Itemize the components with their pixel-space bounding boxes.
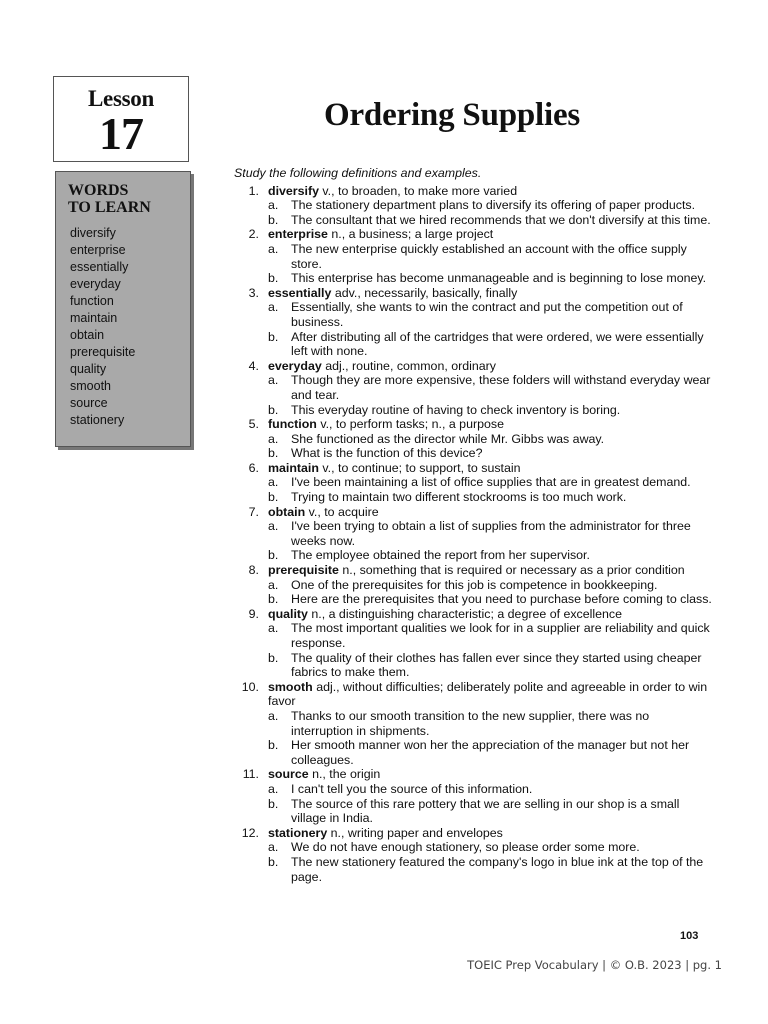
- entry-definition: adv., necessarily, basically, finally: [331, 285, 518, 300]
- example-text: After distributing all of the cartridges that were ordered, we were essentially left with none.: [291, 329, 704, 359]
- example-letter: a.: [268, 300, 279, 315]
- example-item: [268, 271, 714, 286]
- entry-definition: n., a distinguishing characteristic; a degree of excellence: [307, 606, 623, 621]
- entry-number: 7.: [248, 504, 259, 519]
- word-item: stationery: [70, 413, 125, 427]
- example-letter: a.: [268, 431, 279, 446]
- entry-term: obtain: [268, 504, 306, 519]
- entry-definition: adj., without difficulties; deliberately polite and agreeable in order to win favor: [268, 679, 708, 709]
- example-item: [268, 840, 714, 855]
- example-list: [268, 373, 714, 417]
- footer: TOEIC Prep Vocabulary | © O.B. 2023 | pg. 1: [467, 958, 722, 972]
- example-letter: a.: [268, 241, 279, 256]
- example-text: What is the function of this device?: [291, 446, 483, 461]
- example-text: I've been maintaining a list of office supplies that are in greatest demand.: [291, 475, 691, 490]
- example-item: [268, 578, 714, 593]
- example-text: The quality of their clothes has fallen ever since they started using cheaper fabrics to make them.: [291, 650, 702, 680]
- definition-entry: [234, 767, 714, 825]
- example-list: [268, 198, 714, 227]
- words-list: [70, 225, 190, 429]
- example-item: [268, 373, 714, 402]
- example-text: The consultant that we hired recommends that we don't diversify at this time.: [291, 212, 711, 227]
- entry-definition: n., writing paper and envelopes: [327, 825, 503, 840]
- word-item: diversify: [70, 226, 116, 240]
- example-list: [268, 475, 714, 504]
- entry-term: essentially: [268, 285, 332, 300]
- example-text: The most important qualities we look for in a supplier are reliability and quick response.: [291, 621, 710, 650]
- entry-definition: adj., routine, common, ordinary: [321, 358, 496, 373]
- entry-number: 2.: [248, 227, 259, 242]
- definition-entry: [234, 563, 714, 607]
- entry-definition: n., the origin: [308, 767, 381, 782]
- example-letter: a.: [268, 781, 279, 796]
- example-list: [268, 300, 714, 358]
- entry-headline: [268, 359, 714, 374]
- example-text: Her smooth manner won her the appreciation of the manager but not her colleagues.: [291, 738, 690, 767]
- entry-term: enterprise: [268, 227, 328, 242]
- words-to-learn-box: [55, 171, 191, 447]
- example-list: [268, 840, 714, 884]
- entry-headline: [268, 505, 714, 520]
- entry-term: everyday: [268, 358, 322, 373]
- example-list: [268, 621, 714, 679]
- entry-number: 6.: [248, 460, 259, 475]
- word-item: enterprise: [70, 243, 126, 257]
- example-text: Here are the prerequisites that you need to purchase before coming to class.: [291, 592, 712, 607]
- entry-number: 12.: [241, 825, 259, 840]
- definition-entry: [234, 417, 714, 461]
- example-letter: b.: [268, 402, 279, 417]
- entry-headline: [268, 227, 714, 242]
- example-letter: b.: [268, 592, 279, 607]
- definitions-section: [234, 166, 714, 884]
- example-list: [268, 709, 714, 767]
- example-item: [268, 330, 714, 359]
- example-letter: b.: [268, 329, 279, 344]
- example-item: [268, 198, 714, 213]
- word-item: quality: [70, 362, 107, 376]
- entry-headline: [268, 607, 714, 622]
- word-item: obtain: [70, 328, 105, 342]
- example-letter: b.: [268, 548, 279, 563]
- entry-number: 3.: [248, 285, 259, 300]
- definition-entry: [234, 505, 714, 563]
- entry-term: source: [268, 767, 309, 782]
- example-letter: a.: [268, 373, 279, 388]
- example-item: [268, 651, 714, 680]
- example-list: [268, 782, 714, 826]
- example-text: Trying to maintain two different stockrooms is too much work.: [291, 490, 627, 505]
- entry-number: 11.: [242, 767, 259, 782]
- example-text: We do not have enough stationery, so please order some more.: [291, 840, 640, 855]
- entry-term: prerequisite: [268, 563, 339, 578]
- example-text: The source of this rare pottery that we are selling in our shop is a small village in India.: [291, 796, 680, 826]
- example-item: [268, 782, 714, 797]
- example-item: [268, 475, 714, 490]
- example-item: [268, 490, 714, 505]
- definition-entry: [234, 184, 714, 228]
- entry-headline: [268, 286, 714, 301]
- lesson-label: Lesson: [88, 86, 154, 111]
- example-letter: b.: [268, 854, 279, 869]
- example-text: The employee obtained the report from her supervisor.: [291, 548, 590, 563]
- example-text: This enterprise has become unmanageable and is beginning to lose money.: [291, 271, 707, 286]
- example-letter: b.: [268, 446, 279, 461]
- example-letter: a.: [268, 577, 279, 592]
- example-list: [268, 242, 714, 286]
- example-item: [268, 738, 714, 767]
- entry-term: function: [268, 417, 317, 432]
- entry-term: maintain: [268, 460, 319, 475]
- example-text: Essentially, she wants to win the contract and put the competition out of business.: [291, 300, 683, 329]
- example-text: The stationery department plans to diversify its offering of paper products.: [291, 198, 696, 213]
- example-text: I can't tell you the source of this information.: [291, 781, 533, 796]
- entry-definition: v., to acquire: [305, 504, 379, 519]
- example-item: [268, 403, 714, 418]
- example-letter: a.: [268, 708, 279, 723]
- example-letter: b.: [268, 650, 279, 665]
- example-item: [268, 242, 714, 271]
- example-letter: a.: [268, 621, 279, 636]
- word-item: prerequisite: [70, 345, 136, 359]
- page-title: Ordering Supplies: [324, 97, 581, 133]
- example-list: [268, 519, 714, 563]
- example-text: Thanks to our smooth transition to the new supplier, there was no interruption in shipments.: [291, 708, 650, 738]
- example-text: I've been trying to obtain a list of supplies from the administrator for three weeks now.: [291, 519, 691, 548]
- entry-definition: v., to broaden, to make more varied: [318, 183, 518, 198]
- entry-number: 10.: [241, 679, 259, 694]
- entry-number: 4.: [248, 358, 259, 373]
- entry-definition: v., to continue; to support, to sustain: [318, 460, 521, 475]
- example-item: [268, 548, 714, 563]
- words-heading: [68, 182, 190, 216]
- example-letter: a.: [268, 198, 279, 213]
- intro-instruction: Study the following definitions and examples.: [234, 166, 482, 180]
- example-letter: a.: [268, 475, 279, 490]
- example-item: [268, 855, 714, 884]
- example-text: The new enterprise quickly established an account with the office supply store.: [291, 241, 687, 271]
- entry-headline: [268, 417, 714, 432]
- example-item: [268, 300, 714, 329]
- example-letter: a.: [268, 519, 279, 534]
- example-text: The new stationery featured the company's logo in blue ink at the top of the page.: [291, 854, 704, 884]
- entry-headline: [268, 563, 714, 578]
- example-letter: a.: [268, 840, 279, 855]
- example-list: [268, 432, 714, 461]
- words-heading-line2: TO LEARN: [68, 199, 151, 216]
- example-letter: b.: [268, 490, 279, 505]
- entry-term: quality: [268, 606, 308, 621]
- definition-entry: [234, 461, 714, 505]
- word-item: everyday: [70, 277, 121, 291]
- entry-headline: [268, 184, 714, 199]
- entry-definition: v., to perform tasks; n., a purpose: [316, 417, 504, 432]
- word-item: function: [70, 294, 114, 308]
- page-number: 103: [680, 930, 699, 942]
- words-heading-line1: WORDS: [68, 182, 129, 199]
- entry-term: diversify: [268, 183, 319, 198]
- example-item: [268, 709, 714, 738]
- example-text: One of the prerequisites for this job is competence in bookkeeping.: [291, 577, 658, 592]
- entry-number: 5.: [248, 417, 259, 432]
- word-item: smooth: [70, 379, 111, 393]
- example-item: [268, 797, 714, 826]
- definition-entry: [234, 286, 714, 359]
- lesson-box: [53, 76, 189, 162]
- example-letter: b.: [268, 212, 279, 227]
- word-item: maintain: [70, 311, 118, 325]
- definitions-list: [234, 184, 714, 885]
- word-item: source: [70, 396, 108, 410]
- example-item: [268, 446, 714, 461]
- example-text: Though they are more expensive, these folders will withstand everyday wear and tear.: [291, 373, 711, 402]
- example-item: [268, 592, 714, 607]
- entry-number: 8.: [248, 563, 259, 578]
- entry-headline: [268, 826, 714, 841]
- example-item: [268, 432, 714, 447]
- word-item: essentially: [70, 260, 129, 274]
- definition-entry: [234, 359, 714, 417]
- example-letter: b.: [268, 738, 279, 753]
- lesson-number: 17: [99, 108, 143, 159]
- example-text: This everyday routine of having to check inventory is boring.: [291, 402, 621, 417]
- entry-headline: [268, 680, 714, 709]
- example-text: She functioned as the director while Mr. Gibbs was away.: [291, 431, 605, 446]
- entry-term: stationery: [268, 825, 328, 840]
- example-letter: b.: [268, 271, 279, 286]
- definition-entry: [234, 227, 714, 285]
- definition-entry: [234, 826, 714, 884]
- entry-number: 1.: [248, 183, 259, 198]
- example-item: [268, 213, 714, 228]
- entry-number: 9.: [248, 606, 259, 621]
- example-list: [268, 578, 714, 607]
- definition-entry: [234, 607, 714, 680]
- entry-definition: n., a business; a large project: [327, 227, 494, 242]
- example-item: [268, 519, 714, 548]
- entry-headline: [268, 767, 714, 782]
- entry-headline: [268, 461, 714, 476]
- example-letter: b.: [268, 796, 279, 811]
- entry-definition: n., something that is required or necessary as a prior condition: [338, 563, 685, 578]
- entry-term: smooth: [268, 679, 313, 694]
- definition-entry: [234, 680, 714, 768]
- example-item: [268, 621, 714, 650]
